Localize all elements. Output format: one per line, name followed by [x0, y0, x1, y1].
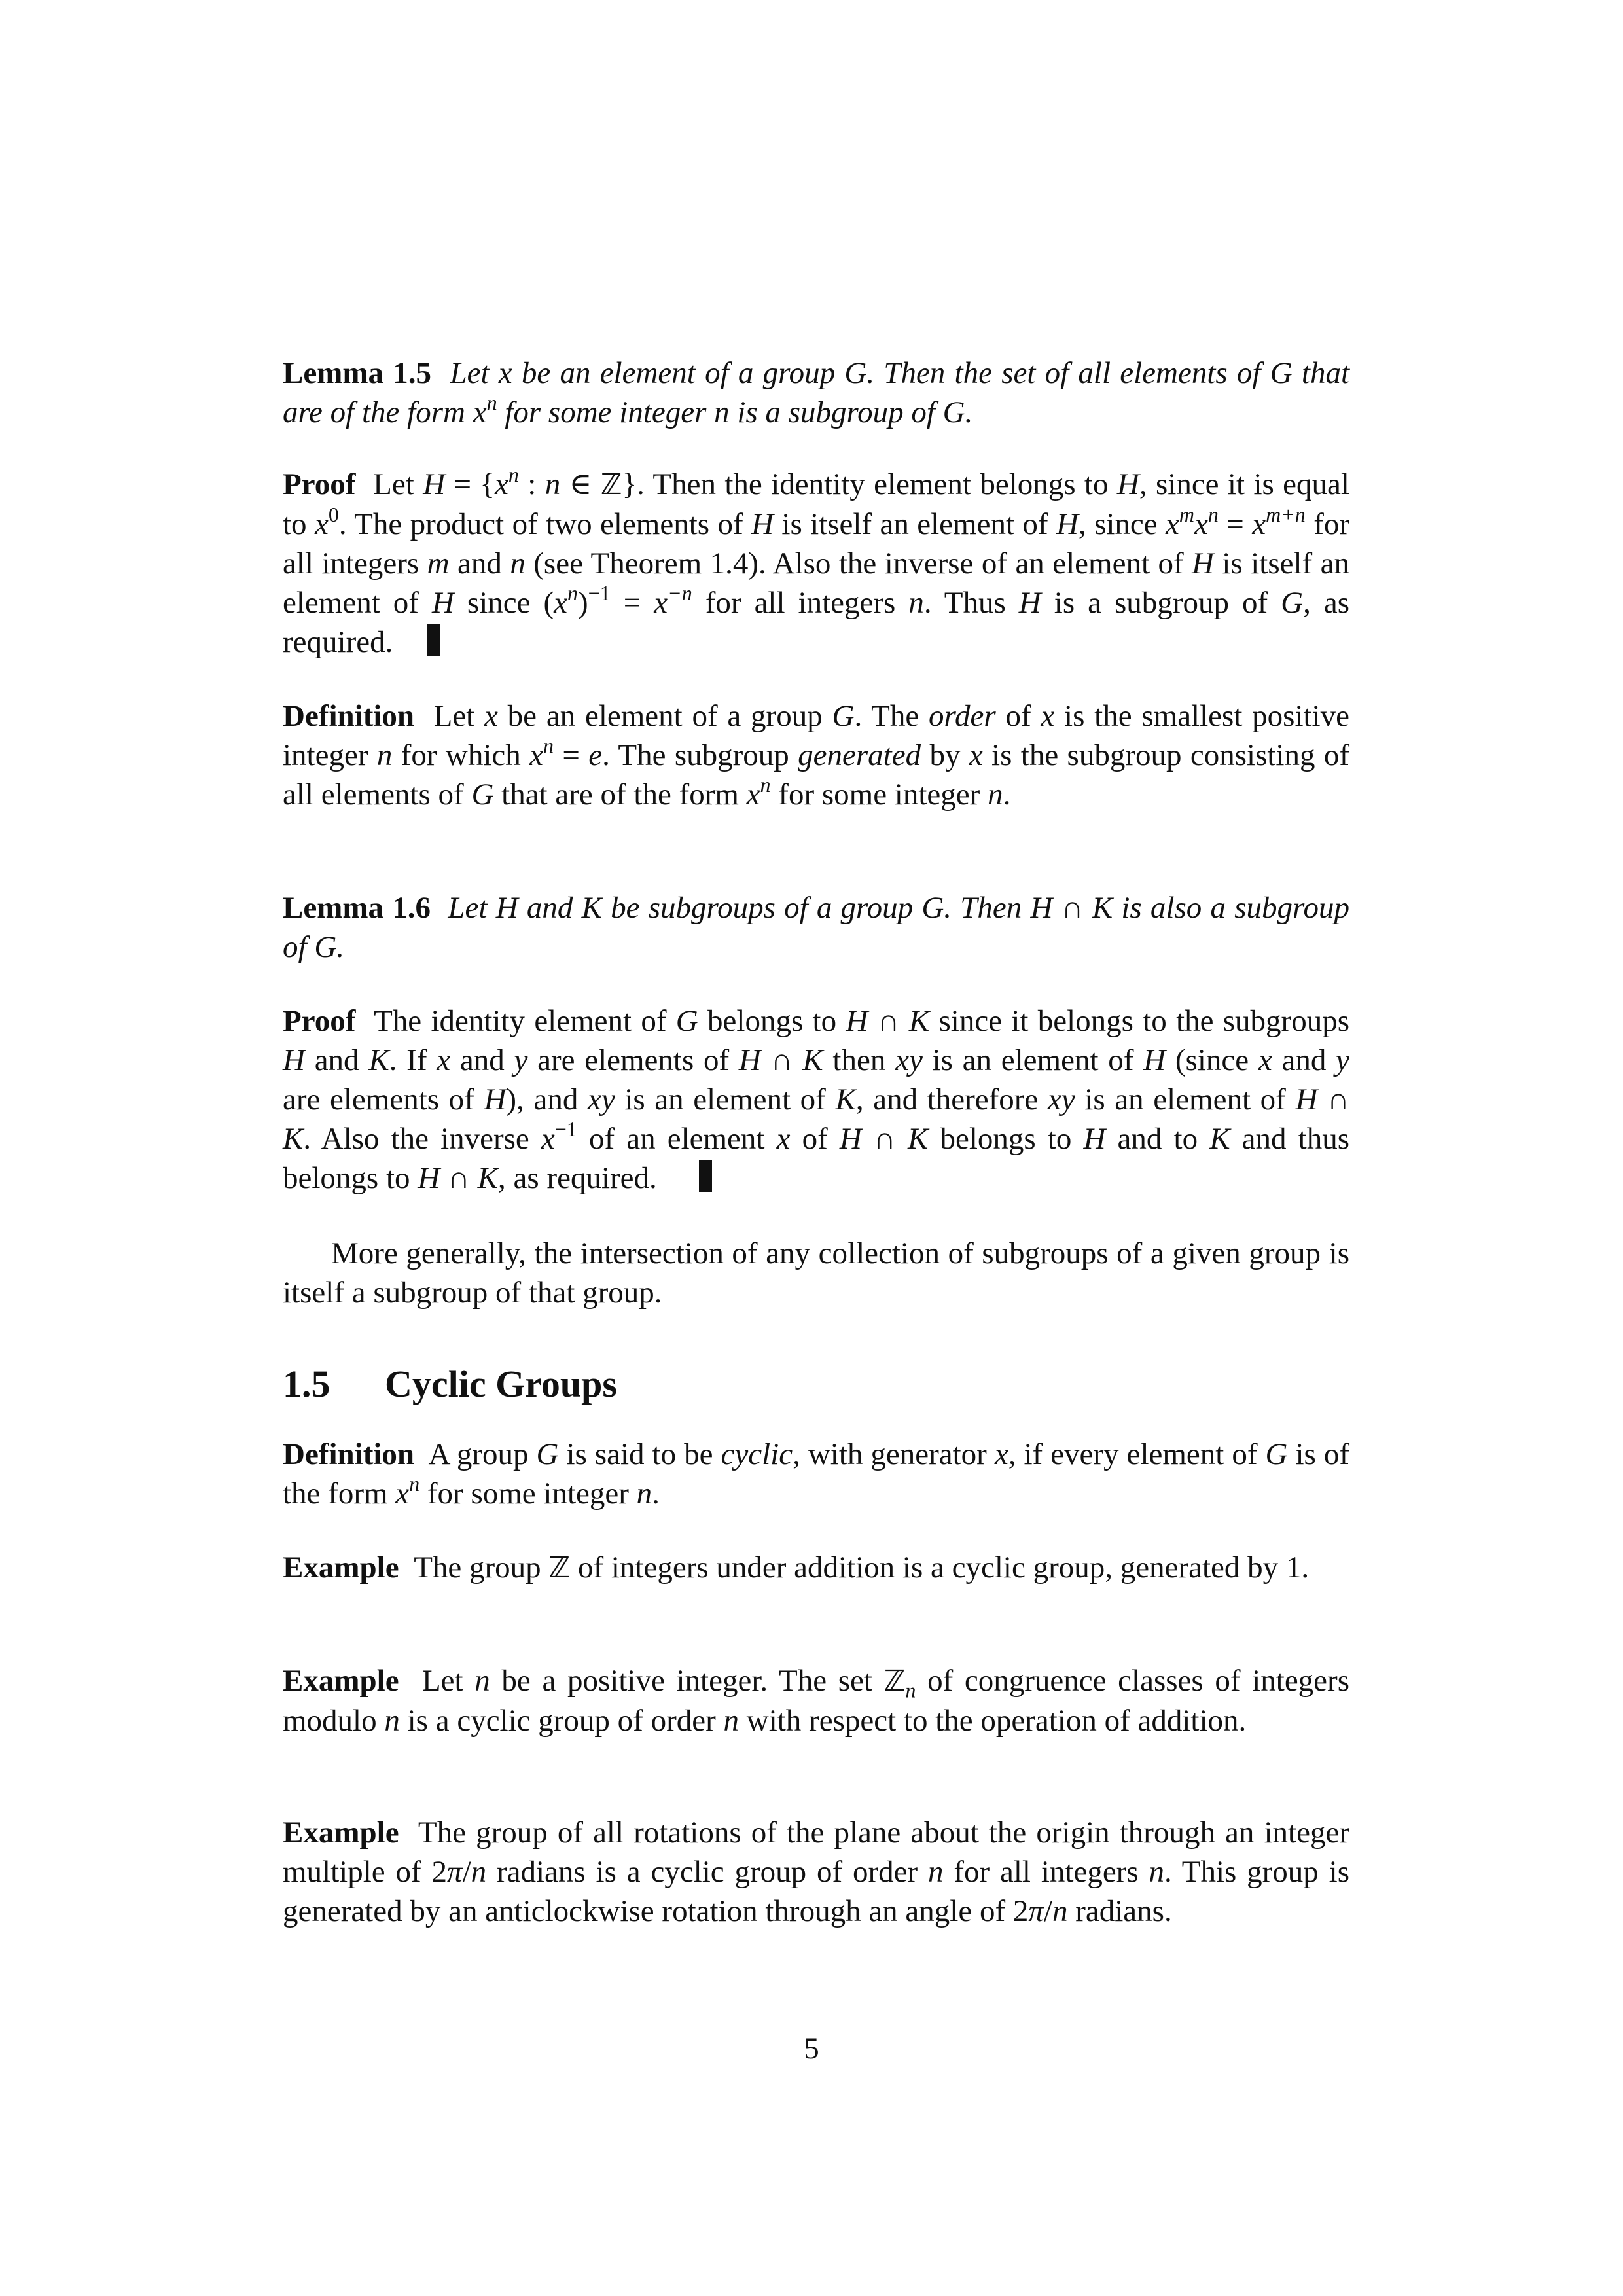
lemma-1-6-label: Lemma 1.6 — [283, 891, 431, 925]
definition-order: Definition Let x be an element of a group G. The order of x is the smallest positive integer n for which $x^n = e$. The subgroup generated by x is the subgroup consisting of all elements of G that are of the form $x^n$ for some integer n. — [283, 699, 1349, 812]
definition-cyclic-label: Definition — [283, 1437, 415, 1471]
example-2: Example Let n be a positive integer. The set ℤ$_n$ of congruence classes of integers modulo n is a cyclic group of order n with respect to the operation of addition. — [283, 1664, 1349, 1738]
example-1-label: Example — [283, 1551, 399, 1585]
proof-1-label: Proof — [283, 467, 356, 501]
proof-2-label: Proof — [283, 1004, 356, 1038]
proof-1: Proof Let $H = \{x^n$ : n ∈ ℤ}. Then the identity element belongs to H, since it is equal to $x^0$. The product of two elements of H is itself an element of H, since $x^mx^n = x^{m+n}$ for all integers m and n (see Theorem 1.4). Also the inverse of an element of H is itself an element of H since $(x^n)^{-1} = x^{-n}$ for all integers n. Thus H is a subgroup of G, as required. — [283, 463, 1349, 659]
section-heading — [283, 1361, 617, 1407]
example-3: Example The group of all rotations of the plane about the origin through an integer multiple of 2π/n radians is a cyclic group of order n for all integers n. This group is generated by an anticlockwise rotation through an angle of 2π/n radians. — [283, 1816, 1349, 1928]
lemma-1-5: Lemma 1.5 Let x be an element of a group G. Then the set of all elements of G that are of the form $x^n$ for some integer n is a subgroup of G. — [283, 356, 1350, 429]
lemma-1-5-label: Lemma 1.5 — [283, 356, 431, 390]
definition-order-label: Definition — [283, 699, 415, 733]
page-number: 5 — [804, 2032, 819, 2066]
example-1: Example The group ℤ of integers under addition is a cyclic group, generated by 1. — [283, 1551, 1310, 1585]
section-number: 1.5 — [283, 1363, 330, 1405]
section-title: Cyclic Groups — [385, 1363, 617, 1405]
end-of-proof-mark — [699, 1160, 712, 1192]
remark-paragraph: More generally, the intersection of any collection of subgroups of a given group is itself a subgroup of that group. — [283, 1236, 1349, 1310]
proof-2: Proof The identity element of G belongs to H ∩ K since it belongs to the subgroups H and K. If x and y are elements of H ∩ K then xy is an element of H (since x and y are elements of H), and xy is an element of K, and therefore xy is an element of H ∩ K. Also the inverse $x^{-1}$ of an element x of H ∩ K belongs to H and to K and thus belongs to H ∩ K, as required. — [283, 1004, 1350, 1195]
lemma-1-6: Lemma 1.6 Let H and K be subgroups of a group G. Then H ∩ K is also a subgroup of G. — [283, 891, 1350, 964]
end-of-proof-mark — [427, 624, 440, 656]
example-2-label: Example — [283, 1664, 399, 1698]
example-3-label: Example — [283, 1816, 399, 1850]
definition-cyclic: Definition A group G is said to be cyclic, with generator x, if every element of G is of the form $x^n$ for some integer n. — [283, 1437, 1349, 1511]
